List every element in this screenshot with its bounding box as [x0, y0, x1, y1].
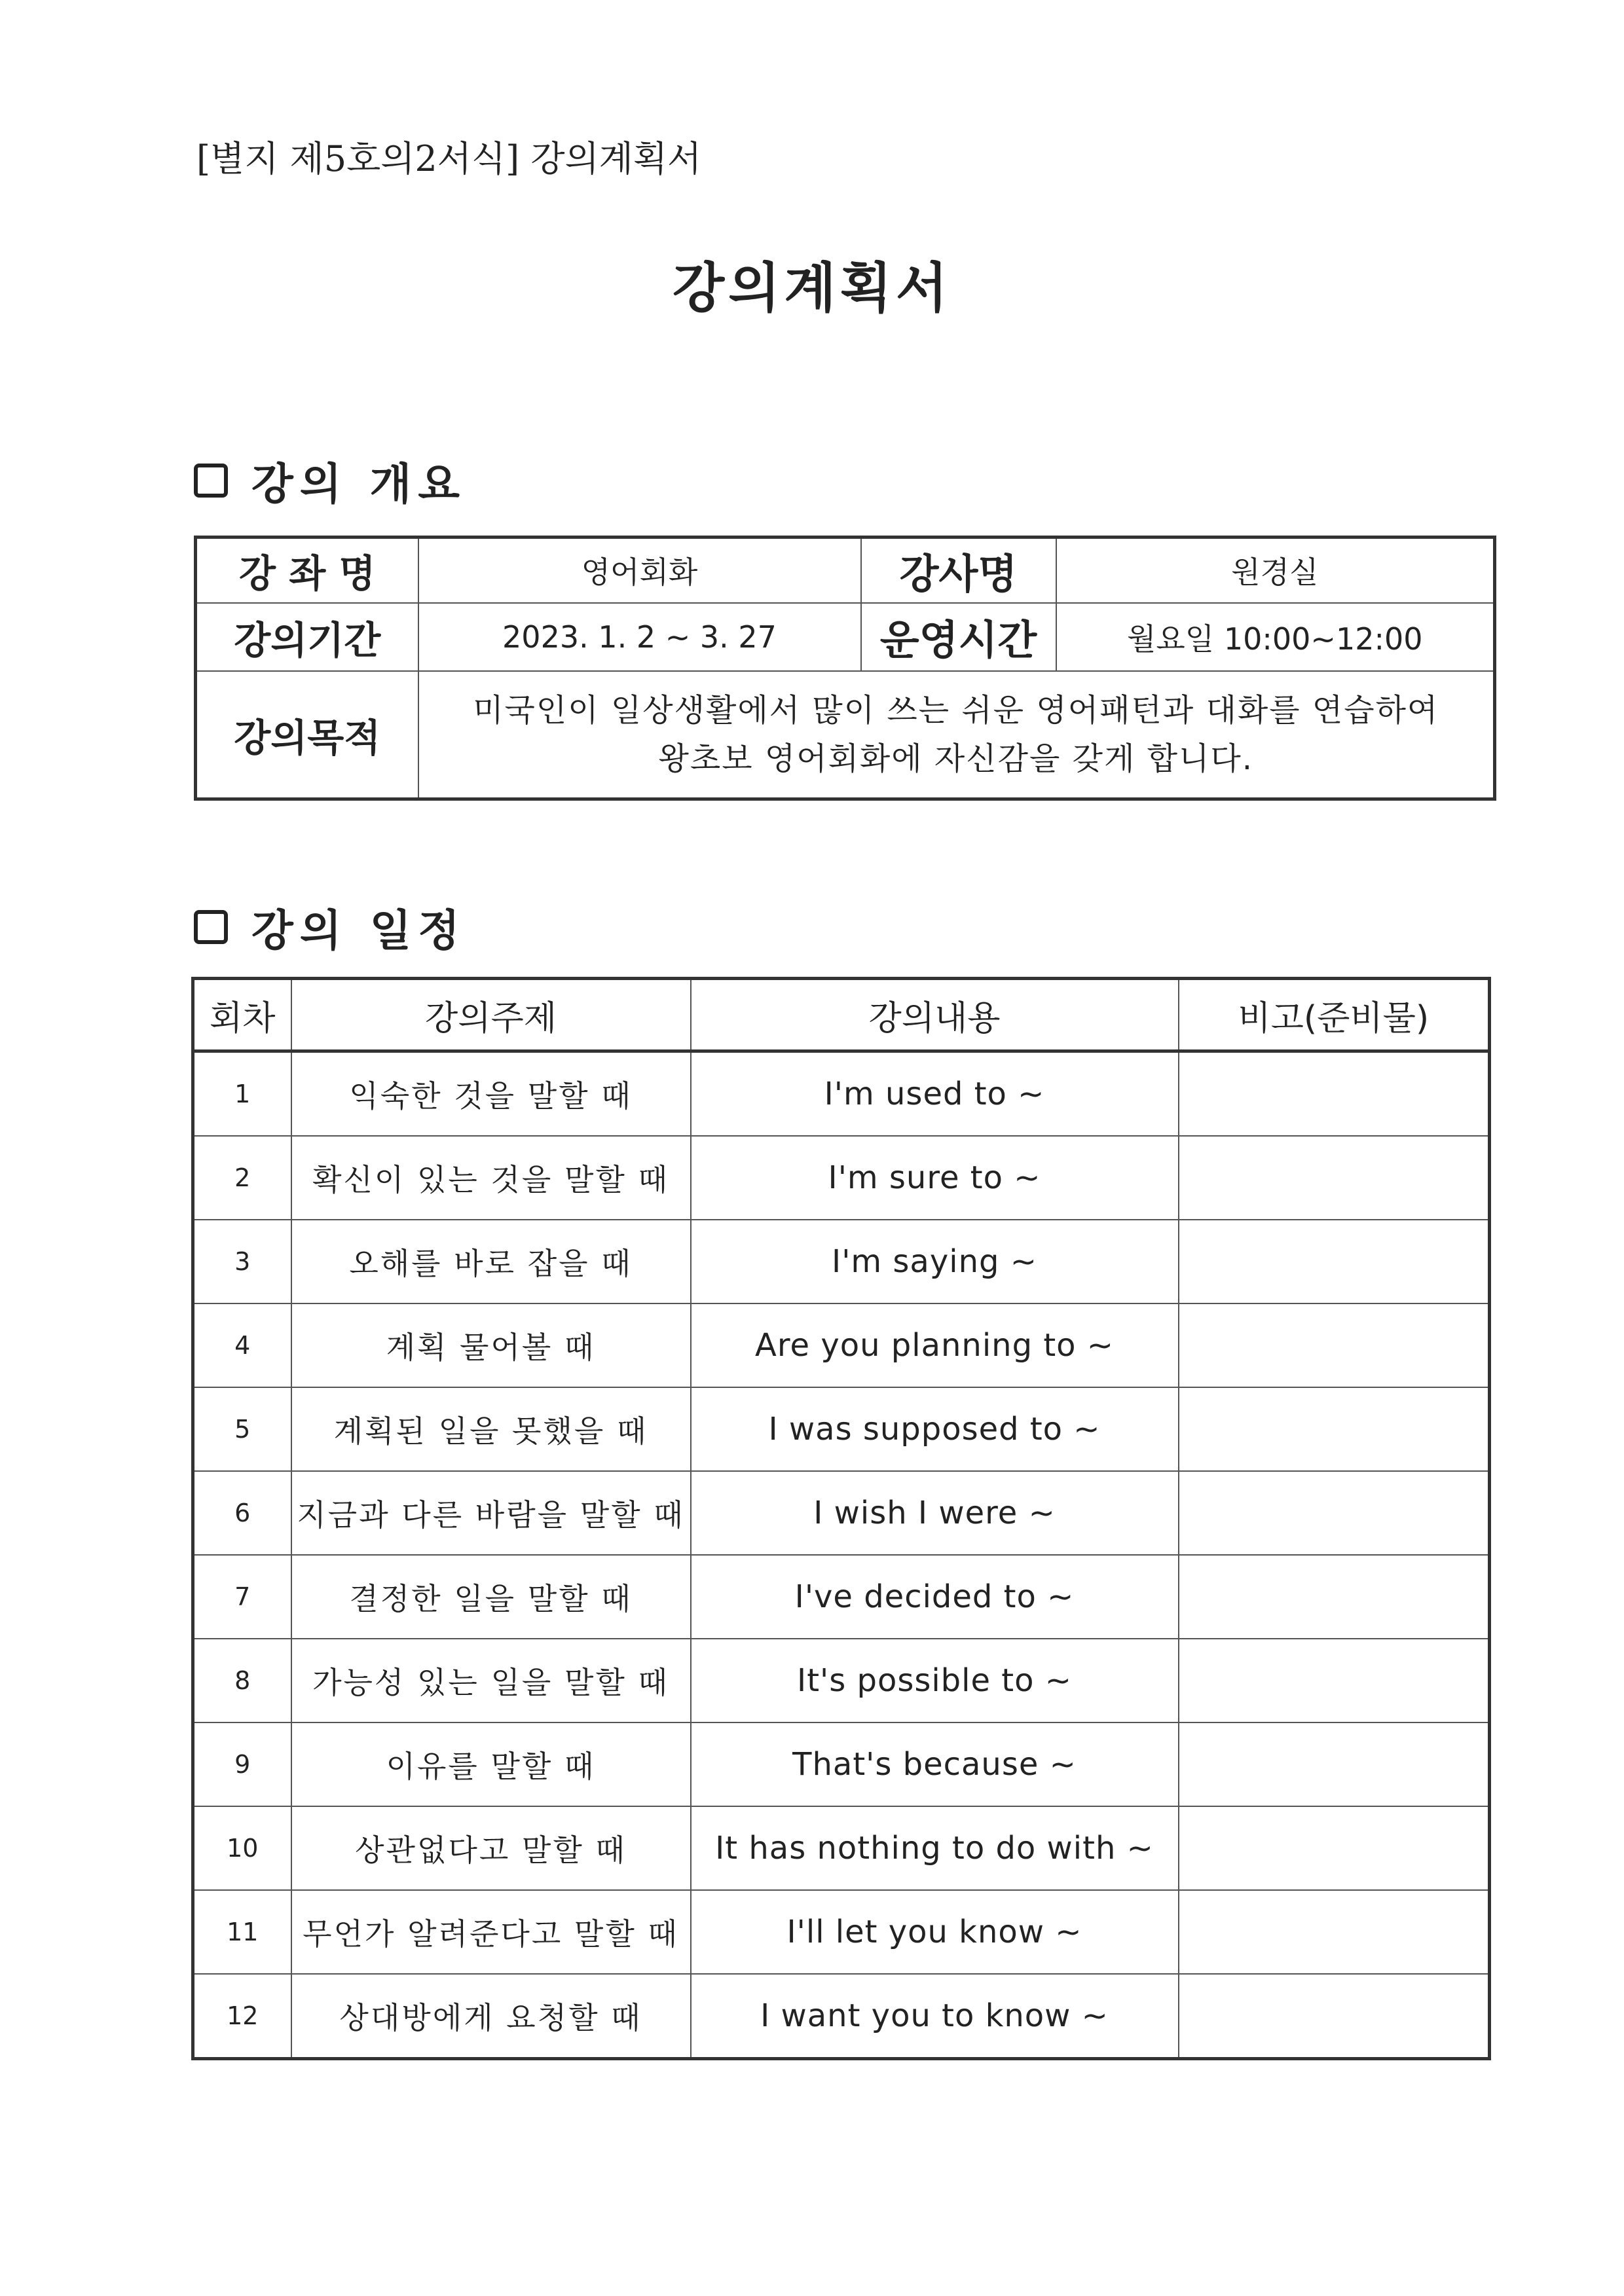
table-row: [193, 1555, 1490, 1639]
checkbox-icon: [194, 464, 228, 498]
course-name-value: 영어회화: [418, 538, 861, 603]
schedule-header-row: [193, 979, 1490, 1051]
content-cell: It's possible to ~: [691, 1639, 1179, 1722]
content-cell: I'll let you know ~: [691, 1890, 1179, 1974]
topic-cell: 무언가 알려준다고 말할 때: [291, 1890, 691, 1974]
purpose-label: 강의목적: [196, 671, 418, 799]
overview-row: [196, 603, 1495, 671]
schedule-heading-text: 강의 일정: [251, 905, 467, 956]
form-label: [별지 제5호의2서식] 강의계획서: [196, 138, 702, 179]
session-number: 12: [193, 1974, 291, 2059]
col-header-topic: 강의주제: [291, 979, 691, 1051]
content-cell: Are you planning to ~: [691, 1303, 1179, 1387]
purpose-value: [418, 671, 1495, 799]
content-cell: It has nothing to do with ~: [691, 1806, 1179, 1890]
session-number: 10: [193, 1806, 291, 1890]
topic-cell: 상관없다고 말할 때: [291, 1806, 691, 1890]
note-cell: [1179, 1303, 1490, 1387]
overview-row: [196, 671, 1495, 799]
checkbox-icon: [194, 910, 228, 944]
session-number: 4: [193, 1303, 291, 1387]
content-cell: I'm saying ~: [691, 1220, 1179, 1303]
session-number: 1: [193, 1051, 291, 1137]
operating-time-label: 운영시간: [861, 603, 1056, 671]
overview-row: [196, 538, 1495, 603]
col-header-content: 강의내용: [691, 979, 1179, 1051]
note-cell: [1179, 1471, 1490, 1555]
session-number: 7: [193, 1555, 291, 1639]
note-cell: [1179, 1051, 1490, 1137]
table-row: [193, 1303, 1490, 1387]
session-number: 9: [193, 1722, 291, 1806]
table-row: [193, 1639, 1490, 1722]
note-cell: [1179, 1974, 1490, 2059]
session-number: 8: [193, 1639, 291, 1722]
schedule-body: [193, 1051, 1490, 2059]
content-cell: I was supposed to ~: [691, 1387, 1179, 1471]
note-cell: [1179, 1722, 1490, 1806]
course-name-label: 강 좌 명: [196, 538, 418, 603]
schedule-section-heading: [194, 896, 466, 958]
table-row: [193, 1051, 1490, 1137]
instructor-value: 원경실: [1056, 538, 1495, 603]
content-cell: I'm used to ~: [691, 1051, 1179, 1137]
session-number: 2: [193, 1136, 291, 1220]
overview-heading-text: 강의 개요: [251, 458, 467, 509]
topic-cell: 확신이 있는 것을 말할 때: [291, 1136, 691, 1220]
content-cell: That's because ~: [691, 1722, 1179, 1806]
topic-cell: 계획된 일을 못했을 때: [291, 1387, 691, 1471]
operating-time-value: 월요일 10:00~12:00: [1056, 603, 1495, 671]
purpose-line: 왕초보 영어회화에 자신감을 갖게 합니다.: [658, 740, 1254, 777]
session-number: 6: [193, 1471, 291, 1555]
table-row: [193, 1136, 1490, 1220]
table-row: [193, 1220, 1490, 1303]
content-cell: I want you to know ~: [691, 1974, 1179, 2059]
note-cell: [1179, 1806, 1490, 1890]
content-cell: I've decided to ~: [691, 1555, 1179, 1639]
note-cell: [1179, 1136, 1490, 1220]
note-cell: [1179, 1890, 1490, 1974]
topic-cell: 오해를 바로 잡을 때: [291, 1220, 691, 1303]
note-cell: [1179, 1387, 1490, 1471]
table-row: [193, 1387, 1490, 1471]
table-row: [193, 1722, 1490, 1806]
content-cell: I wish I were ~: [691, 1471, 1179, 1555]
content-cell: I'm sure to ~: [691, 1136, 1179, 1220]
session-number: 11: [193, 1890, 291, 1974]
overview-section-heading: [194, 449, 466, 511]
topic-cell: 상대방에게 요청할 때: [291, 1974, 691, 2059]
schedule-table: [191, 977, 1491, 2060]
period-label: 강의기간: [196, 603, 418, 671]
table-row: [193, 1471, 1490, 1555]
table-row: [193, 1890, 1490, 1974]
col-header-note: 비고(준비물): [1179, 979, 1490, 1051]
note-cell: [1179, 1555, 1490, 1639]
period-value: 2023. 1. 2 ~ 3. 27: [418, 603, 861, 671]
topic-cell: 계획 물어볼 때: [291, 1303, 691, 1387]
note-cell: [1179, 1220, 1490, 1303]
topic-cell: 이유를 말할 때: [291, 1722, 691, 1806]
topic-cell: 가능성 있는 일을 말할 때: [291, 1639, 691, 1722]
topic-cell: 지금과 다른 바람을 말할 때: [291, 1471, 691, 1555]
table-row: [193, 1806, 1490, 1890]
topic-cell: 결정한 일을 말할 때: [291, 1555, 691, 1639]
session-number: 3: [193, 1220, 291, 1303]
instructor-label: 강사명: [861, 538, 1056, 603]
purpose-line: 미국인이 일상생활에서 많이 쓰는 쉬운 영어패턴과 대화를 연습하여: [473, 691, 1439, 729]
document-title: 강의계획서: [672, 257, 952, 319]
overview-table: [194, 536, 1496, 801]
note-cell: [1179, 1639, 1490, 1722]
table-row: [193, 1974, 1490, 2059]
session-number: 5: [193, 1387, 291, 1471]
topic-cell: 익숙한 것을 말할 때: [291, 1051, 691, 1137]
col-header-session: 회차: [193, 979, 291, 1051]
